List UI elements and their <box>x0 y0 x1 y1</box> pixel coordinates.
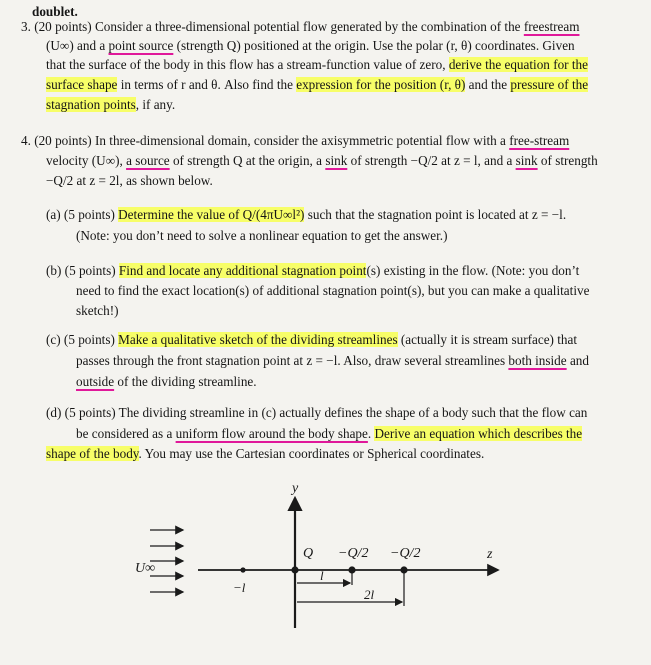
q4c-line-3 <box>76 373 257 390</box>
q3-freestream-mark: freestream <box>523 19 580 34</box>
q4a-line-2 <box>76 227 447 244</box>
q3-text: that the surface of the body in this flow has a stream-function value of zero, <box>46 57 449 72</box>
q4-line-3 <box>46 172 213 189</box>
sink-2-label: −Q/2 <box>390 546 421 561</box>
q4d-highlight: Derive an equation which describes the <box>374 426 583 441</box>
q3-highlight: surface shape <box>46 77 118 92</box>
stagnation-point-marker <box>240 567 245 572</box>
q4b-line-3 <box>76 302 118 319</box>
q3-text: and the <box>465 77 511 92</box>
q4-text: of strength Q at the origin, a <box>169 153 326 168</box>
q4d-line-2 <box>76 425 582 442</box>
q4-free-stream-mark: free-stream <box>509 133 570 148</box>
q4d-uniform-flow-mark: uniform flow around the body shape <box>175 426 368 441</box>
q4-line-2 <box>46 152 598 169</box>
q4-text: 4. (20 points) In three-dimensional domain, consider the axisymmetric potential flow with a <box>21 133 510 148</box>
q3-highlight: derive the equation for the <box>448 57 588 72</box>
q4c-text: (actually it is stream surface) that <box>397 332 578 347</box>
q4c-text: of the dividing streamline. <box>114 374 257 389</box>
q4b-line-1 <box>46 262 579 279</box>
q4-text: velocity (U∞), <box>46 153 127 168</box>
dim-l-label: l <box>320 568 324 583</box>
q4b-line-2 <box>76 282 589 299</box>
q3-line-1 <box>21 18 579 35</box>
source-point <box>291 566 298 573</box>
q3-highlight: pressure of the <box>510 77 589 92</box>
y-axis-label: y <box>292 481 299 496</box>
q3-text: (strength Q) positioned at the origin. Use the polar (r, θ) coordinates. Given <box>173 38 575 53</box>
sink-point-1 <box>348 566 355 573</box>
q4b-highlight: Find and locate any additional stagnation point <box>118 263 367 278</box>
carry-over-text: doublet. <box>32 4 78 19</box>
z-axis-label: z <box>487 547 493 562</box>
q4-source-mark: a source <box>126 153 170 168</box>
q3-highlight: expression for the position (r, θ) <box>296 77 466 92</box>
freestream-label: U∞ <box>135 561 156 576</box>
q4-text: of strength −Q/2 at z = l, and a <box>347 153 516 168</box>
q3-point-source-mark: point source <box>108 38 174 53</box>
q3-highlight: stagnation points <box>46 97 136 112</box>
q4a-text: (a) (5 points) <box>46 207 119 222</box>
q4c-highlight: Make a qualitative sketch of the dividing streamlines <box>118 332 398 347</box>
source-label: Q <box>303 546 314 561</box>
q4c-text: (c) (5 points) <box>46 332 119 347</box>
q4d-line-1 <box>46 404 587 421</box>
q4d-text: . <box>367 426 375 441</box>
neg-l-label: −l <box>233 580 246 595</box>
q4b-text: (b) (5 points) <box>46 263 119 278</box>
q4-sink-mark: sink <box>325 153 348 168</box>
q4-text: −Q/2 at z = 2l, as shown below. <box>46 173 213 188</box>
q4c-text: passes through the front stagnation point at z = −l. Also, draw several streamlines <box>76 353 509 368</box>
q4a-text: (Note: you don’t need to solve a nonlinear equation to get the answer.) <box>76 228 448 243</box>
q4-line-1 <box>21 132 569 149</box>
q4b-text: (s) existing in the flow. (Note: you don’t <box>366 263 580 278</box>
q4c-both-inside-mark: both inside <box>508 353 567 368</box>
q3-text: in terms of r and θ. Also find the <box>117 77 297 92</box>
q3-text: 3. (20 points) Consider a three-dimensional potential flow generated by the combination of the <box>21 19 524 34</box>
q4d-line-3 <box>46 445 484 462</box>
q4c-line-1 <box>46 331 577 348</box>
q4a-line-1 <box>46 206 566 223</box>
q4a-highlight: Determine the value of Q/(4πU∞l²) <box>118 207 305 222</box>
q4c-outside-mark: outside <box>76 374 115 389</box>
q4-text: of strength <box>537 153 598 168</box>
q4d-text: . You may use the Cartesian coordinates or Spherical coordinates. <box>138 446 485 461</box>
q3-text: (U∞) and a <box>46 38 109 53</box>
freestream-arrows <box>150 530 183 592</box>
sink-point-2 <box>400 566 407 573</box>
q3-line-5 <box>46 96 175 113</box>
dim-2l-label: 2l <box>364 587 375 602</box>
q4d-text: be considered as a <box>76 426 176 441</box>
q4b-text: need to find the exact location(s) of additional stagnation point(s), but you can make a qualitative <box>76 283 590 298</box>
q3-line-4 <box>46 76 588 93</box>
q4d-text: (d) (5 points) The dividing streamline in (c) actually defines the shape of a body such that the flow can <box>46 405 588 420</box>
q4a-text: such that the stagnation point is located at z = −l. <box>304 207 567 222</box>
q3-line-2 <box>46 37 575 54</box>
q3-text: , if any. <box>135 97 176 112</box>
q4b-text: sketch!) <box>76 303 119 318</box>
q4c-text: and <box>566 353 589 368</box>
q4d-highlight: shape of the body <box>46 446 139 461</box>
q4-sink-mark: sink <box>515 153 538 168</box>
sink-1-label: −Q/2 <box>338 546 369 561</box>
q4c-line-2 <box>76 352 589 369</box>
q3-line-3 <box>46 56 588 73</box>
